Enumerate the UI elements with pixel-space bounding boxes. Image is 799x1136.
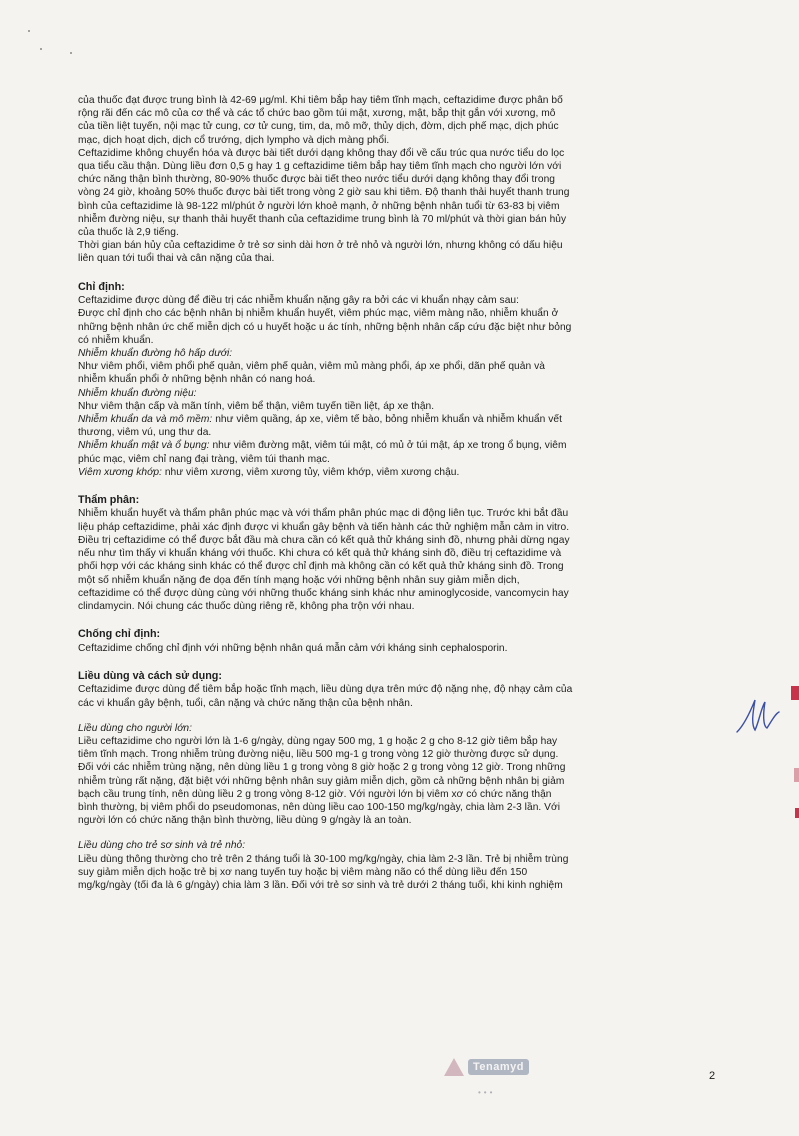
text-line: Như viêm thận cấp và mãn tính, viêm bể thận, viêm tuyến tiền liệt, áp xe thận. — [78, 400, 435, 412]
logo-dots: ••• — [478, 1088, 496, 1097]
text-line: suy giảm miễn dịch hoặc trẻ bị xơ nang tuyến tuy hoặc bị viêm màng não có thể dùng liều đến 150 — [78, 866, 528, 878]
text-line: liên quan tới tuổi thai và cân nặng của thai. — [78, 253, 275, 265]
text-run: như viêm xương, viêm xương tủy, viêm khớp, viêm xương chậu. — [161, 466, 460, 478]
text-line: nhiễm đường niệu, sự thanh thải huyết thanh của ceftazidime trung bình là 70 ml/phút và thời gian bán hủy — [78, 213, 567, 225]
text-line: người lớn có chức năng thận bình thường, liều dùng 9 g/ngày là an toàn. — [78, 815, 412, 827]
text-line: thương, viêm vú, ung thư da. — [78, 427, 212, 439]
section-heading: Liều dùng và cách sử dụng: — [78, 669, 222, 682]
pharmacokinetics-paragraph-1 — [78, 94, 724, 147]
pharmacokinetics-paragraph-3 — [78, 239, 724, 265]
section-contraindications — [78, 628, 724, 655]
edge-stamp-mark — [794, 768, 799, 782]
company-logo — [444, 1058, 529, 1076]
text-line: của thuốc là 2,9 tiếng. — [78, 227, 179, 239]
scan-speck — [40, 48, 42, 50]
text-line: bạch cầu trung tính, nên dùng liều 2 g trong vòng 8-12 giờ. Với người lớn bị viêm xơ có chức năng thận — [78, 788, 552, 800]
subsection-title: Viêm xương khớp: — [78, 466, 162, 478]
section-indications — [78, 281, 724, 479]
text-line: nhiễm trùng rất nặng, đặt biệt với những bệnh nhân suy giảm miễn dịch, gồm cả những bệnh nhân bị giảm — [78, 775, 565, 787]
text-line — [78, 466, 724, 479]
text-line: của thuốc đạt được trung bình là 42-69 μg/ml. Khi tiêm bắp hay tiêm tĩnh mạch, ceftazidime được phân bố — [78, 95, 563, 106]
text-line: các vi khuẩn gây bệnh, tuổi, cân nặng và chức năng thận của bệnh nhân. — [78, 697, 413, 709]
text-line — [78, 413, 724, 426]
text-line: ceftazidime có thể được dùng cùng với những thuốc kháng sinh khác như aminoglycoside, vancomycin hay — [78, 587, 569, 599]
subsection-title: Liều dùng cho trẻ sơ sinh và trẻ nhỏ: — [78, 840, 246, 852]
scan-speck — [70, 52, 72, 54]
subsection-title: Nhiễm khuẩn đường hô hấp dưới: — [78, 347, 233, 359]
text-line: Ceftazidime không chuyển hóa và được bài tiết dưới dạng không thay đổi về cấu trúc qua nước tiểu do lọc — [78, 147, 565, 159]
text-line: mg/kg/ngày (tối đa là 6 g/ngày) chia làm 3 lần. Đối với trẻ sơ sinh và trẻ dưới 2 tháng tuổi, khi kinh nghiệm — [78, 879, 563, 891]
text-line: những bệnh nhân ức chế miễn dịch có u huyết hoặc u ác tính, những bệnh nhân cấp cứu đặc biệt như bỏng — [78, 321, 572, 333]
handwritten-signature — [735, 696, 783, 736]
text-line: Như viêm phổi, viêm phổi phế quản, viêm phế quản, viêm mủ màng phổi, áp xe phổi, dãn phế quản và — [78, 361, 545, 373]
edge-stamp-mark — [791, 686, 799, 700]
text-line: rộng rãi đến các mô của cơ thể và các tổ chức bao gồm túi mật, xương, mật, bắp thịt gắn với xương, mô — [78, 108, 556, 120]
text-line: của tiền liệt tuyến, nội mạc tử cung, cơ tử cung, tim, da, mô mỡ, thủy dịch, đờm, dịch phế mạc, dịch phúc — [78, 121, 559, 133]
text-line: nếu như tìm thấy vi khuẩn kháng với thuốc. Khi chưa có kết quả thử kháng sinh đồ, điều trị ceftazidime và — [78, 548, 562, 560]
subsection-title: Nhiễm khuẩn mật và ổ bụng: — [78, 440, 210, 452]
section-heading: Chống chỉ định: — [78, 628, 161, 641]
text-line: clindamycin. Nói chung các thuốc dùng riêng rẽ, không pha trộn với nhau. — [78, 600, 415, 612]
text-run: như viêm quầng, áp xe, viêm tế bào, bỏng nhiễm khuẩn và nhiễm khuẩn vết — [212, 413, 562, 425]
text-line: tiêm tĩnh mạch. Trong nhiễm trùng đường niệu, liều 500 mg-1 g trong vòng 12 giờ thường được sử dụng. — [78, 749, 559, 761]
text-line: có nhiễm khuẩn. — [78, 334, 154, 346]
text-line: Liều dùng thông thường cho trẻ trên 2 tháng tuổi là 30-100 mg/kg/ngày, chia làm 2-3 lần. Trẻ bị nhiễm trùng — [78, 853, 569, 865]
scan-speck — [28, 30, 30, 32]
text-line: qua tiểu cầu thận. Dùng liều đơn 0,5 g hay 1 g ceftazidime tiêm bắp hay tiêm tĩnh mạch cho người lớn với — [78, 161, 562, 173]
text-line: bình thường, bị viêm phổi do pseudomonas, nên dùng liều cao 100-150 mg/kg/ngày, chia làm 2-3 lần. Với — [78, 801, 561, 813]
logo-triangle-icon — [444, 1058, 464, 1076]
logo-wordmark: Tenamyd — [468, 1059, 529, 1075]
text-line: Ceftazidime chống chỉ định với những bệnh nhân quá mẫn cảm với kháng sinh cephalosporin. — [78, 642, 508, 654]
subsection-title: Nhiễm khuẩn đường niệu: — [78, 387, 197, 399]
text-run: như viêm đường mật, viêm túi mật, có mủ ở túi mật, áp xe trong ổ bụng, viêm — [209, 440, 567, 452]
text-line: Ceftazidime được dùng để điều trị các nhiễm khuẩn nặng gây ra bởi các vi khuẩn nhạy cảm sau: — [78, 295, 520, 307]
subsection-title: Liều dùng cho người lớn: — [78, 722, 192, 734]
text-line: một số nhiễm khuẩn nặng đe dọa đến tính mạng hoặc với những bệnh nhân suy giảm miễn dịch, — [78, 574, 520, 586]
text-line: Điều trị ceftazidime có thể được bắt đầu mà chưa cần có kết quả thử kháng sinh đồ, nhưng phải dừng ngay — [78, 534, 570, 546]
text-line: liệu pháp ceftazidime, phải xác định được vi khuẩn gây bệnh và tiến hành các thử nghiệm mẫn cảm in vitro. — [78, 521, 570, 533]
document-page — [78, 94, 724, 892]
text-line — [78, 439, 724, 452]
text-line: phối hợp với các kháng sinh khác có thể được chỉ định mà không cần có kết quả thử kháng sinh đồ. Trong — [78, 561, 564, 573]
section-heading: Thẩm phân: — [78, 493, 140, 506]
text-line: Ceftazidime được dùng để tiêm bắp hoặc tĩnh mạch, liều dùng dựa trên mức độ nặng nhẹ, độ nhạy cảm của — [78, 684, 573, 696]
text-line: vòng 24 giờ, khoảng 50% thuốc được bài tiết trong vòng 2 giờ sau khi tiêm. Độ thanh thải huyết thanh trung — [78, 187, 570, 199]
text-line: Thời gian bán hủy của ceftazidime ở trẻ sơ sinh dài hơn ở trẻ nhỏ và người lớn, nhưng không có dấu hiệu — [78, 240, 563, 252]
text-line: Nhiễm khuẩn huyết và thẩm phân phúc mạc và với thẩm phân phúc mạc di động liên tục. Trước khi bắt đầu — [78, 508, 569, 520]
text-line: mạc, dịch hoạt dịch, dịch cổ trướng, dịch lympho và dịch màng phổi. — [78, 134, 390, 146]
subsection-title: Nhiễm khuẩn da và mô mềm: — [78, 413, 213, 425]
text-line: chức năng thận bình thường, 80-90% thuốc được bài tiết theo nước tiểu dưới dạng không thay đổi trong — [78, 174, 556, 186]
section-dosage — [78, 670, 724, 892]
text-line: nhiễm khuẩn phổi ở những bệnh nhân có nang hoá. — [78, 374, 316, 386]
pharmacokinetics-paragraph-2 — [78, 147, 724, 239]
section-heading: Chỉ định: — [78, 280, 125, 293]
text-line: Đối với các nhiễm trùng nặng, nên dùng liều 1 g trong vòng 8 giờ hoặc 2 g trong vòng 12 giờ. Trong những — [78, 762, 566, 774]
text-line: phúc mạc, viêm chỉ nang đại tràng, viêm túi thanh mạc. — [78, 453, 330, 465]
edge-stamp-mark — [795, 808, 799, 818]
text-line: Liều ceftazidime cho người lớn là 1-6 g/ngày, dùng ngay 500 mg, 1 g hoặc 2 g cho 8-12 giờ tiêm bắp hay — [78, 735, 558, 747]
page-number: 2 — [709, 1070, 716, 1082]
text-line: Được chỉ định cho các bệnh nhân bị nhiễm khuẩn huyết, viêm phúc mạc, viêm màng não, nhiễm khuẩn ở — [78, 308, 559, 320]
section-dialysis — [78, 494, 724, 613]
text-line: bình của ceftazidime là 98-122 ml/phút ở người lớn khoẻ mạnh, ở những bệnh nhân tuổi từ 63-83 bị viêm — [78, 200, 560, 212]
